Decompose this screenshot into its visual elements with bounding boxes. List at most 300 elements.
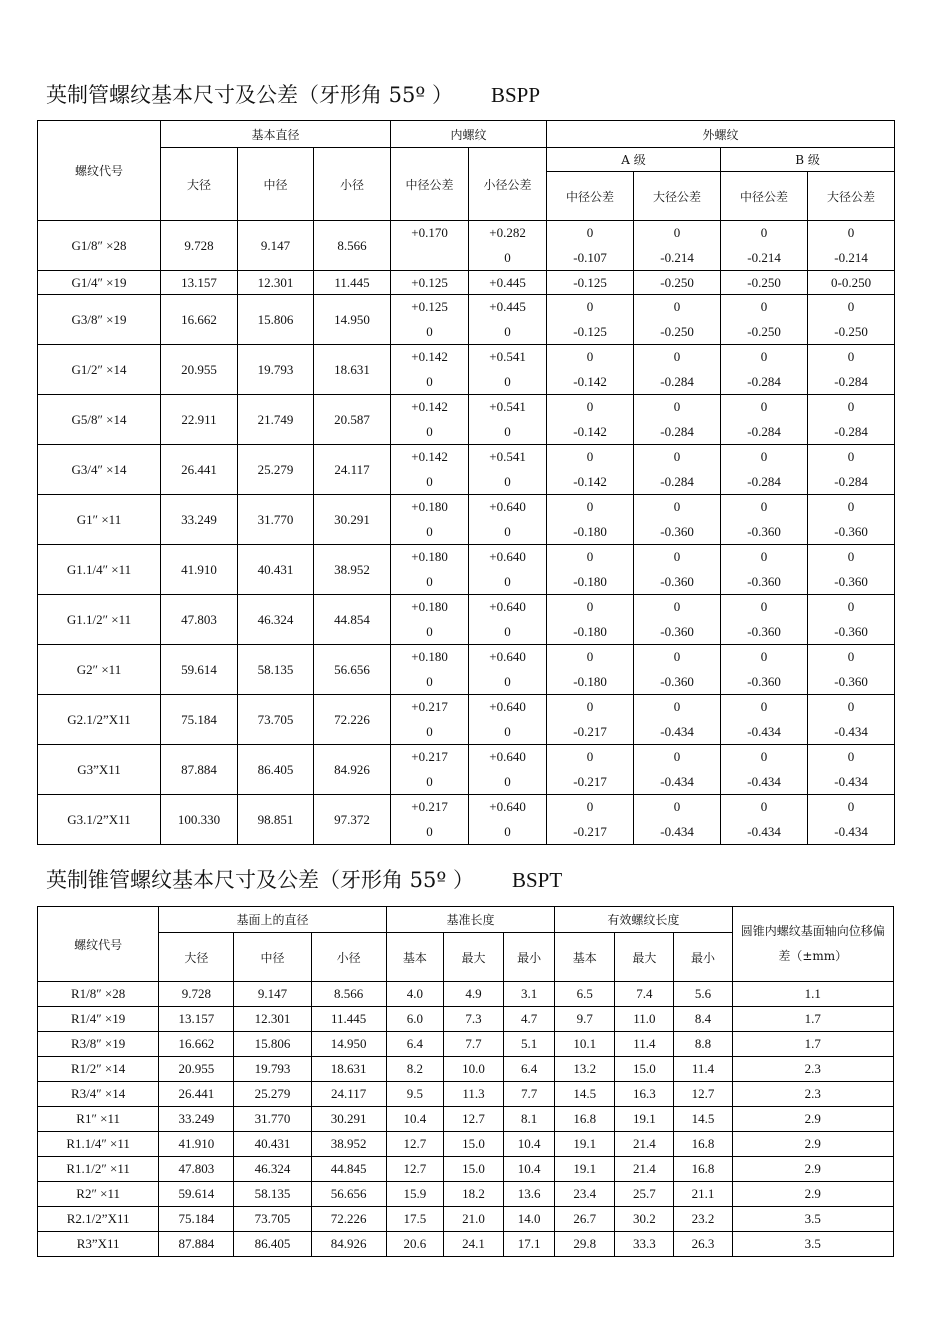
grade-a-pitch-tol-cell	[547, 595, 634, 645]
grade-b-major-tol-cell-line: 0	[847, 699, 855, 715]
gauge-length-basic-cell: 8.2	[386, 1057, 443, 1082]
internal-minor-tol-cell-line: +0.640	[489, 649, 526, 665]
minor-diameter-cell: 38.952	[311, 1132, 386, 1157]
offset-tol-cell: 1.7	[732, 1032, 893, 1057]
major-diameter-cell: 87.884	[159, 1232, 234, 1257]
table-row	[38, 345, 895, 395]
grade-b-pitch-tol-cell-line: -0.250	[747, 323, 781, 339]
internal-minor-tol-cell-line: +0.640	[489, 499, 526, 515]
thread-code-cell: G1/2″ ×14	[38, 345, 161, 395]
table-row	[38, 1132, 894, 1157]
bspp-header-pitch: 中径	[238, 148, 314, 221]
major-diameter-cell: 33.249	[161, 495, 238, 545]
grade-b-major-tol-cell-line: 0	[847, 449, 855, 465]
bspp-table	[37, 120, 895, 845]
internal-pitch-tol-cell-line	[391, 250, 468, 266]
grade-b-pitch-tol-cell-line: -0.214	[747, 249, 781, 265]
table-row	[38, 1032, 894, 1057]
grade-a-pitch-tol-cell-line: 0	[586, 449, 594, 465]
grade-b-pitch-tol-cell	[721, 595, 808, 645]
bspt-header-gauge-length: 基准长度	[386, 907, 554, 933]
internal-pitch-tol-cell-line: 0	[426, 473, 433, 489]
grade-a-pitch-tol-cell-line: 0	[586, 299, 594, 315]
major-diameter-cell: 22.911	[161, 395, 238, 445]
grade-b-pitch-tol-cell-line: -0.360	[747, 573, 781, 589]
gauge-length-min-cell: 8.1	[504, 1107, 555, 1132]
internal-pitch-tol-cell	[391, 795, 469, 845]
bspp-code: BSPP	[490, 83, 540, 107]
gauge-length-max-cell: 24.1	[443, 1232, 503, 1257]
grade-a-major-tol-cell	[634, 545, 721, 595]
internal-minor-tol-cell-line: 0	[504, 773, 511, 789]
grade-b-major-tol-cell-line: -0.360	[834, 623, 868, 639]
grade-b-pitch-tol-cell	[721, 795, 808, 845]
grade-b-major-tol-cell	[808, 445, 895, 495]
grade-b-major-tol-cell-line: -0.360	[834, 673, 868, 689]
internal-pitch-tol-cell-line: +0.142	[411, 399, 448, 415]
grade-b-pitch-tol-cell-line: 0	[760, 399, 768, 415]
grade-a-pitch-tol-cell	[547, 795, 634, 845]
minor-diameter-cell: 18.631	[311, 1057, 386, 1082]
bspp-header-major: 大径	[161, 148, 238, 221]
table-row	[38, 271, 895, 295]
grade-a-major-tol-cell-line: -0.250	[660, 323, 694, 339]
pitch-diameter-cell: 25.279	[238, 445, 314, 495]
pitch-diameter-cell: 9.147	[234, 982, 311, 1007]
grade-a-pitch-tol-cell-line: 0	[586, 399, 594, 415]
internal-pitch-tol-cell	[391, 295, 469, 345]
grade-a-pitch-tol-cell-line: -0.217	[573, 773, 607, 789]
offset-tol-cell: 3.5	[732, 1232, 893, 1257]
grade-a-major-tol-cell-line: 0	[673, 499, 681, 515]
grade-a-major-tol-cell: -0.250	[634, 271, 721, 295]
internal-pitch-tol-cell-line: +0.125	[411, 299, 448, 315]
internal-pitch-tol-cell-line: 0	[426, 773, 433, 789]
pitch-diameter-cell: 73.705	[234, 1207, 311, 1232]
table-row	[38, 982, 894, 1007]
table-row	[38, 445, 895, 495]
internal-pitch-tol-cell-line: +0.180	[411, 599, 448, 615]
grade-a-pitch-tol-cell-line: -0.180	[573, 623, 607, 639]
internal-pitch-tol-cell-line: 0	[426, 823, 433, 839]
grade-b-major-tol-cell	[808, 221, 895, 271]
grade-a-major-tol-cell-line: -0.434	[660, 723, 694, 739]
internal-minor-tol-cell	[469, 495, 547, 545]
gauge-length-min-cell: 10.4	[504, 1132, 555, 1157]
minor-diameter-cell: 30.291	[311, 1107, 386, 1132]
effective-length-max-cell: 7.4	[615, 982, 674, 1007]
internal-pitch-tol-cell-line: +0.180	[411, 549, 448, 565]
grade-b-major-tol-cell-line: -0.214	[834, 249, 868, 265]
gauge-length-min-cell: 3.1	[504, 982, 555, 1007]
grade-a-pitch-tol-cell-line: 0	[586, 699, 594, 715]
grade-a-major-tol-cell	[634, 745, 721, 795]
major-diameter-cell: 59.614	[161, 645, 238, 695]
internal-pitch-tol-cell-line: +0.180	[411, 499, 448, 515]
internal-pitch-tol-cell-line: +0.180	[411, 649, 448, 665]
major-diameter-cell: 20.955	[159, 1057, 234, 1082]
offset-tol-cell: 2.9	[732, 1182, 893, 1207]
grade-b-pitch-tol-cell	[721, 645, 808, 695]
grade-b-major-tol-cell-line: 0	[847, 499, 855, 515]
grade-b-pitch-tol-cell-line: 0	[760, 749, 768, 765]
internal-minor-tol-cell-line: 0	[504, 823, 511, 839]
thread-code-cell: G3.1/2”X11	[38, 795, 161, 845]
internal-minor-tol-cell	[469, 795, 547, 845]
effective-length-basic-cell: 9.7	[555, 1007, 615, 1032]
grade-a-major-tol-cell-line: 0	[673, 299, 681, 315]
internal-minor-tol-cell-line: +0.640	[489, 699, 526, 715]
internal-minor-tol-cell-line: 0	[504, 249, 511, 265]
grade-a-pitch-tol-cell-line: 0	[586, 549, 594, 565]
internal-pitch-tol-cell-line: +0.142	[411, 449, 448, 465]
table-row	[38, 1207, 894, 1232]
grade-a-pitch-tol-cell-line: 0	[586, 349, 594, 365]
grade-a-pitch-tol-cell-line: 0	[586, 749, 594, 765]
thread-code-cell: R1/4″ ×19	[38, 1007, 159, 1032]
offset-tol-cell: 2.9	[732, 1107, 893, 1132]
major-diameter-cell: 33.249	[159, 1107, 234, 1132]
grade-a-major-tol-cell-line: 0	[673, 649, 681, 665]
table-row	[38, 1057, 894, 1082]
grade-b-pitch-tol-cell-line: -0.360	[747, 623, 781, 639]
effective-length-basic-cell: 19.1	[555, 1157, 615, 1182]
minor-diameter-cell: 84.926	[314, 745, 391, 795]
bspt-table	[37, 906, 894, 1257]
thread-code-cell: R3/4″ ×14	[38, 1082, 159, 1107]
table-row	[38, 545, 895, 595]
pitch-diameter-cell: 31.770	[234, 1107, 311, 1132]
offset-tol-cell: 3.5	[732, 1207, 893, 1232]
table-row	[38, 745, 895, 795]
grade-a-pitch-tol-cell-line: 0	[586, 225, 594, 241]
effective-length-max-cell: 30.2	[615, 1207, 674, 1232]
effective-length-max-cell: 21.4	[615, 1132, 674, 1157]
grade-a-major-tol-cell-line: -0.434	[660, 823, 694, 839]
grade-a-pitch-tol-cell	[547, 545, 634, 595]
grade-b-major-tol-cell-line: -0.434	[834, 773, 868, 789]
grade-b-major-tol-cell-line: -0.360	[834, 523, 868, 539]
internal-pitch-tol-cell-line: +0.217	[411, 749, 448, 765]
internal-minor-tol-cell	[469, 695, 547, 745]
gauge-length-max-cell: 15.0	[443, 1157, 503, 1182]
grade-a-major-tol-cell-line: -0.360	[660, 673, 694, 689]
thread-code-cell: R1.1/2″ ×11	[38, 1157, 159, 1182]
bspt-header-offset: 圆锥内螺纹基面轴向位移偏差（±mm）	[732, 907, 893, 982]
internal-minor-tol-cell-line: 0	[504, 373, 511, 389]
major-diameter-cell: 20.955	[161, 345, 238, 395]
grade-a-major-tol-cell-line: 0	[673, 349, 681, 365]
grade-b-pitch-tol-cell	[721, 695, 808, 745]
grade-a-pitch-tol-cell	[547, 295, 634, 345]
gauge-length-min-cell: 10.4	[504, 1157, 555, 1182]
internal-minor-tol-cell-line: 0	[504, 673, 511, 689]
table-row	[38, 495, 895, 545]
minor-diameter-cell: 11.445	[311, 1007, 386, 1032]
major-diameter-cell: 47.803	[161, 595, 238, 645]
effective-length-basic-cell: 23.4	[555, 1182, 615, 1207]
table-row	[38, 1082, 894, 1107]
grade-b-pitch-tol-cell	[721, 745, 808, 795]
minor-diameter-cell: 56.656	[311, 1182, 386, 1207]
internal-minor-tol-cell	[469, 545, 547, 595]
effective-length-min-cell: 16.8	[674, 1157, 732, 1182]
grade-a-pitch-tol-cell-line: -0.107	[573, 249, 607, 265]
grade-a-pitch-tol-cell-line: -0.142	[573, 423, 607, 439]
bspt-header-minor: 小径	[311, 933, 386, 982]
offset-tol-cell: 1.7	[732, 1007, 893, 1032]
gauge-length-basic-cell: 4.0	[386, 982, 443, 1007]
minor-diameter-cell: 24.117	[311, 1082, 386, 1107]
table-row	[38, 695, 895, 745]
bspp-header-external: 外螺纹	[547, 121, 895, 148]
grade-b-major-tol-cell-line: -0.434	[834, 823, 868, 839]
grade-b-major-tol-cell	[808, 795, 895, 845]
gauge-length-min-cell: 13.6	[504, 1182, 555, 1207]
bspt-code: BSPT	[511, 868, 563, 892]
pitch-diameter-cell: 15.806	[238, 295, 314, 345]
grade-a-major-tol-cell-line: 0	[673, 749, 681, 765]
grade-a-major-tol-cell	[634, 695, 721, 745]
grade-a-pitch-tol-cell	[547, 445, 634, 495]
effective-length-basic-cell: 10.1	[555, 1032, 615, 1057]
internal-pitch-tol-cell	[391, 645, 469, 695]
effective-length-basic-cell: 29.8	[555, 1232, 615, 1257]
minor-diameter-cell: 72.226	[314, 695, 391, 745]
thread-code-cell: G5/8″ ×14	[38, 395, 161, 445]
grade-b-major-tol-cell-line: 0	[847, 649, 855, 665]
thread-code-cell: G1.1/2″ ×11	[38, 595, 161, 645]
thread-code-cell: G1.1/4″ ×11	[38, 545, 161, 595]
gauge-length-basic-cell: 6.4	[386, 1032, 443, 1057]
grade-b-pitch-tol-cell-line: 0	[760, 225, 768, 241]
table-row	[38, 1232, 894, 1257]
pitch-diameter-cell: 98.851	[238, 795, 314, 845]
gauge-length-max-cell: 7.3	[443, 1007, 503, 1032]
bspt-header-pitch: 中径	[234, 933, 311, 982]
effective-length-basic-cell: 14.5	[555, 1082, 615, 1107]
grade-a-major-tol-cell-line: 0	[673, 799, 681, 815]
grade-a-pitch-tol-cell-line: -0.217	[573, 723, 607, 739]
gauge-length-min-cell: 7.7	[504, 1082, 555, 1107]
internal-pitch-tol-cell-line: 0	[426, 573, 433, 589]
grade-a-pitch-tol-cell-line: -0.125	[573, 323, 607, 339]
grade-b-major-tol-cell-line: 0	[847, 399, 855, 415]
grade-a-major-tol-cell	[634, 345, 721, 395]
effective-length-min-cell: 21.1	[674, 1182, 732, 1207]
bspp-header-a-major-tol: 大径公差	[634, 172, 721, 221]
grade-b-pitch-tol-cell-line: 0	[760, 349, 768, 365]
effective-length-max-cell: 16.3	[615, 1082, 674, 1107]
internal-pitch-tol-cell	[391, 495, 469, 545]
thread-code-cell: R1/8″ ×28	[38, 982, 159, 1007]
major-diameter-cell: 9.728	[161, 221, 238, 271]
gauge-length-max-cell: 12.7	[443, 1107, 503, 1132]
effective-length-min-cell: 11.4	[674, 1057, 732, 1082]
grade-a-major-tol-cell-line: 0	[673, 225, 681, 241]
minor-diameter-cell: 38.952	[314, 545, 391, 595]
gauge-length-min-cell: 14.0	[504, 1207, 555, 1232]
bspt-header-gl-max: 最大	[443, 933, 503, 982]
major-diameter-cell: 9.728	[159, 982, 234, 1007]
bspp-header-minor: 小径	[314, 148, 391, 221]
grade-b-major-tol-cell	[808, 295, 895, 345]
internal-minor-tol-cell	[469, 645, 547, 695]
grade-a-major-tol-cell	[634, 645, 721, 695]
bspp-title	[46, 79, 540, 109]
internal-minor-tol-cell	[469, 595, 547, 645]
grade-b-pitch-tol-cell	[721, 495, 808, 545]
effective-length-basic-cell: 19.1	[555, 1132, 615, 1157]
gauge-length-min-cell: 5.1	[504, 1032, 555, 1057]
thread-code-cell: R3/8″ ×19	[38, 1032, 159, 1057]
major-diameter-cell: 41.910	[161, 545, 238, 595]
gauge-length-max-cell: 4.9	[443, 982, 503, 1007]
grade-b-pitch-tol-cell-line: 0	[760, 699, 768, 715]
bspt-header-thread-code: 螺纹代号	[38, 907, 159, 982]
pitch-diameter-cell: 46.324	[234, 1157, 311, 1182]
grade-a-major-tol-cell-line: -0.360	[660, 573, 694, 589]
pitch-diameter-cell: 86.405	[234, 1232, 311, 1257]
bspt-header-gl-basic: 基本	[386, 933, 443, 982]
internal-pitch-tol-cell-line: 0	[426, 673, 433, 689]
minor-diameter-cell: 14.950	[314, 295, 391, 345]
pitch-diameter-cell: 73.705	[238, 695, 314, 745]
grade-b-major-tol-cell-line: 0	[847, 599, 855, 615]
grade-a-pitch-tol-cell	[547, 345, 634, 395]
internal-minor-tol-cell	[469, 745, 547, 795]
grade-b-major-tol-cell	[808, 395, 895, 445]
gauge-length-min-cell: 17.1	[504, 1232, 555, 1257]
minor-diameter-cell: 44.845	[311, 1157, 386, 1182]
grade-b-major-tol-cell	[808, 595, 895, 645]
effective-length-min-cell: 26.3	[674, 1232, 732, 1257]
minor-diameter-cell: 72.226	[311, 1207, 386, 1232]
gauge-length-basic-cell: 12.7	[386, 1157, 443, 1182]
thread-code-cell: R2″ ×11	[38, 1182, 159, 1207]
pitch-diameter-cell: 58.135	[234, 1182, 311, 1207]
effective-length-basic-cell: 16.8	[555, 1107, 615, 1132]
grade-b-major-tol-cell	[808, 645, 895, 695]
grade-a-major-tol-cell	[634, 445, 721, 495]
gauge-length-max-cell: 10.0	[443, 1057, 503, 1082]
grade-b-major-tol-cell-line: -0.284	[834, 423, 868, 439]
table-row	[38, 595, 895, 645]
effective-length-min-cell: 5.6	[674, 982, 732, 1007]
internal-pitch-tol-cell-line: +0.217	[411, 799, 448, 815]
grade-a-major-tol-cell	[634, 495, 721, 545]
grade-a-major-tol-cell-line: -0.284	[660, 373, 694, 389]
grade-b-major-tol-cell	[808, 695, 895, 745]
grade-a-major-tol-cell-line: -0.284	[660, 423, 694, 439]
grade-a-pitch-tol-cell-line: 0	[586, 649, 594, 665]
internal-pitch-tol-cell-line: 0	[426, 423, 433, 439]
grade-a-pitch-tol-cell	[547, 495, 634, 545]
internal-minor-tol-cell	[469, 395, 547, 445]
grade-b-major-tol-cell	[808, 495, 895, 545]
internal-minor-tol-cell-line: +0.640	[489, 549, 526, 565]
grade-b-major-tol-cell-line: -0.250	[834, 323, 868, 339]
major-diameter-cell: 26.441	[161, 445, 238, 495]
bspt-header-gl-min: 最小	[504, 933, 555, 982]
internal-pitch-tol-cell	[391, 745, 469, 795]
internal-pitch-tol-cell: +0.125	[391, 271, 469, 295]
internal-pitch-tol-cell	[391, 221, 469, 271]
pitch-diameter-cell: 86.405	[238, 745, 314, 795]
bspp-header-internal: 内螺纹	[391, 121, 547, 148]
thread-code-cell: G2.1/2”X11	[38, 695, 161, 745]
offset-tol-cell: 2.3	[732, 1057, 893, 1082]
internal-pitch-tol-cell-line: 0	[426, 323, 433, 339]
grade-b-pitch-tol-cell	[721, 545, 808, 595]
table-row	[38, 1007, 894, 1032]
table-row	[38, 395, 895, 445]
gauge-length-max-cell: 11.3	[443, 1082, 503, 1107]
effective-length-min-cell: 23.2	[674, 1207, 732, 1232]
gauge-length-max-cell: 18.2	[443, 1182, 503, 1207]
bspp-header-grade-a: A 级	[547, 148, 721, 172]
internal-minor-tol-cell	[469, 345, 547, 395]
major-diameter-cell: 16.662	[161, 295, 238, 345]
major-diameter-cell: 75.184	[159, 1207, 234, 1232]
internal-pitch-tol-cell	[391, 545, 469, 595]
major-diameter-cell: 87.884	[161, 745, 238, 795]
gauge-length-basic-cell: 17.5	[386, 1207, 443, 1232]
effective-length-max-cell: 15.0	[615, 1057, 674, 1082]
table-row	[38, 295, 895, 345]
minor-diameter-cell: 8.566	[314, 221, 391, 271]
grade-a-major-tol-cell	[634, 595, 721, 645]
gauge-length-basic-cell: 6.0	[386, 1007, 443, 1032]
bspt-header-el-max: 最大	[615, 933, 674, 982]
effective-length-min-cell: 8.8	[674, 1032, 732, 1057]
bspp-title-text: 英制管螺纹基本尺寸及公差（牙形角 55º ）	[46, 83, 453, 107]
internal-pitch-tol-cell-line: +0.170	[411, 225, 448, 241]
thread-code-cell: G3”X11	[38, 745, 161, 795]
pitch-diameter-cell: 21.749	[238, 395, 314, 445]
bspt-header-el-basic: 基本	[555, 933, 615, 982]
pitch-diameter-cell: 31.770	[238, 495, 314, 545]
pitch-diameter-cell: 40.431	[234, 1132, 311, 1157]
grade-b-pitch-tol-cell-line: -0.360	[747, 523, 781, 539]
grade-b-pitch-tol-cell-line: 0	[760, 799, 768, 815]
grade-b-pitch-tol-cell-line: 0	[760, 549, 768, 565]
internal-minor-tol-cell-line: 0	[504, 423, 511, 439]
grade-b-major-tol-cell-line: 0	[847, 299, 855, 315]
grade-a-pitch-tol-cell-line: -0.142	[573, 473, 607, 489]
thread-code-cell: G1″ ×11	[38, 495, 161, 545]
major-diameter-cell: 47.803	[159, 1157, 234, 1182]
pitch-diameter-cell: 12.301	[234, 1007, 311, 1032]
effective-length-basic-cell: 26.7	[555, 1207, 615, 1232]
bspp-header-grade-b: B 级	[721, 148, 895, 172]
internal-pitch-tol-cell	[391, 595, 469, 645]
grade-b-major-tol-cell-line: 0	[847, 549, 855, 565]
bspp-header-pitch-tol: 中径公差	[391, 148, 469, 221]
bspt-header-major: 大径	[159, 933, 234, 982]
grade-a-pitch-tol-cell-line: -0.180	[573, 523, 607, 539]
internal-minor-tol-cell-line: +0.445	[489, 299, 526, 315]
bspp-header-b-pitch-tol: 中径公差	[721, 172, 808, 221]
internal-minor-tol-cell-line: +0.640	[489, 749, 526, 765]
internal-minor-tol-cell	[469, 295, 547, 345]
effective-length-max-cell: 11.4	[615, 1032, 674, 1057]
internal-pitch-tol-cell	[391, 395, 469, 445]
minor-diameter-cell: 20.587	[314, 395, 391, 445]
bspt-table-body	[38, 982, 894, 1257]
effective-length-min-cell: 14.5	[674, 1107, 732, 1132]
grade-a-major-tol-cell-line: -0.360	[660, 523, 694, 539]
